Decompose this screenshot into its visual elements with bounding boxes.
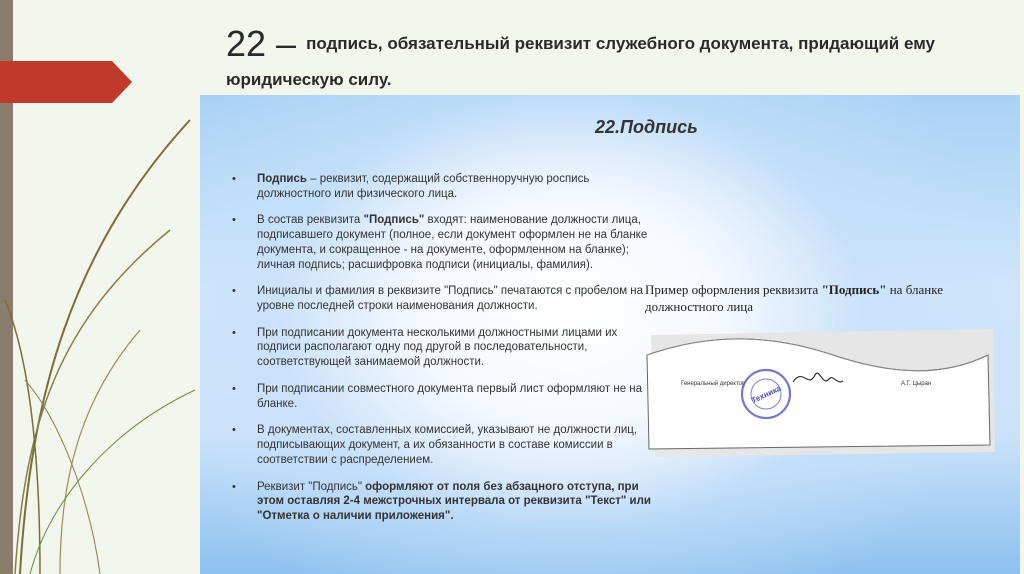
signer-name: А.Г. Цыран — [901, 381, 932, 387]
bullet-text: входят: наименование должности лица, подписавшего документ (полное, если документ оформлен не на бланке документа, и сокращенное - на документе, оформленном на бланке); личная подпись; расшифровка подписи (инициалы, фамилия). — [257, 214, 648, 271]
example-caption — [645, 282, 1005, 316]
signer-position: Генеральный директор — [681, 381, 746, 387]
list-item — [232, 382, 652, 411]
caption-text: Пример оформления реквизита — [645, 282, 822, 297]
red-arrow-marker — [0, 61, 132, 103]
bullet-list — [232, 172, 652, 536]
slide-heading: 22.Подпись — [595, 117, 698, 137]
slide-image — [200, 95, 1020, 574]
bullet-bold: оформляют от поля без абзацного отступа, при этом оставляя 2-4 межстрочных интервала от реквизита "Текст" или "Отметка о наличии приложения". — [257, 480, 651, 522]
bullet-dot: • — [232, 326, 236, 339]
list-item — [232, 423, 652, 467]
bullet-text: При подписании документа несколькими должностными лицами их подписи располагают одну под другой в последовательности, соответствующей занимаемой должности. — [257, 326, 618, 369]
signature-example-document — [643, 327, 1008, 462]
bullet-lead-bold: Подпись — [257, 173, 307, 185]
title-number: 22 – — [226, 23, 307, 64]
bullet-text: Инициалы и фамилия в реквизите "Подпись" печатаются с пробелом на уровне последней строки наименования должности. — [257, 285, 644, 313]
list-item — [232, 480, 652, 524]
page-title — [226, 20, 1006, 92]
bullet-text: – реквизит, содержащий собственноручную роспись должностного или физического лица. — [257, 173, 590, 200]
bullet-dot: • — [232, 214, 236, 227]
bullet-text: В документах, составленных комиссией, указывают не должности лиц, подписывающих документ, а их обязанности в составе комиссии в соответствии с распределением. — [257, 424, 638, 466]
list-item — [232, 213, 652, 272]
stamp-text: Техника — [750, 383, 783, 406]
title-text: подпись, обязательный реквизит служебного документа, придающий ему юридическую силу. — [226, 33, 935, 89]
bullet-dot: • — [232, 382, 236, 395]
bullet-dot: • — [232, 285, 236, 298]
list-item — [232, 172, 652, 201]
bullet-dot: • — [232, 480, 236, 493]
bullet-dot: • — [232, 173, 236, 185]
bullet-text: В состав реквизита — [257, 214, 364, 227]
bullet-bold: "Подпись" — [363, 214, 425, 227]
bullet-text: При подписании совместного документа первый лист оформляют не на бланке. — [257, 382, 643, 410]
bullet-text: Реквизит "Подпись" — [257, 480, 366, 493]
bullet-dot: • — [232, 424, 236, 437]
caption-text: на бланке должностного лица — [645, 282, 943, 314]
caption-bold: "Подпись" — [821, 282, 887, 297]
list-item — [232, 284, 652, 313]
list-item — [232, 326, 652, 370]
